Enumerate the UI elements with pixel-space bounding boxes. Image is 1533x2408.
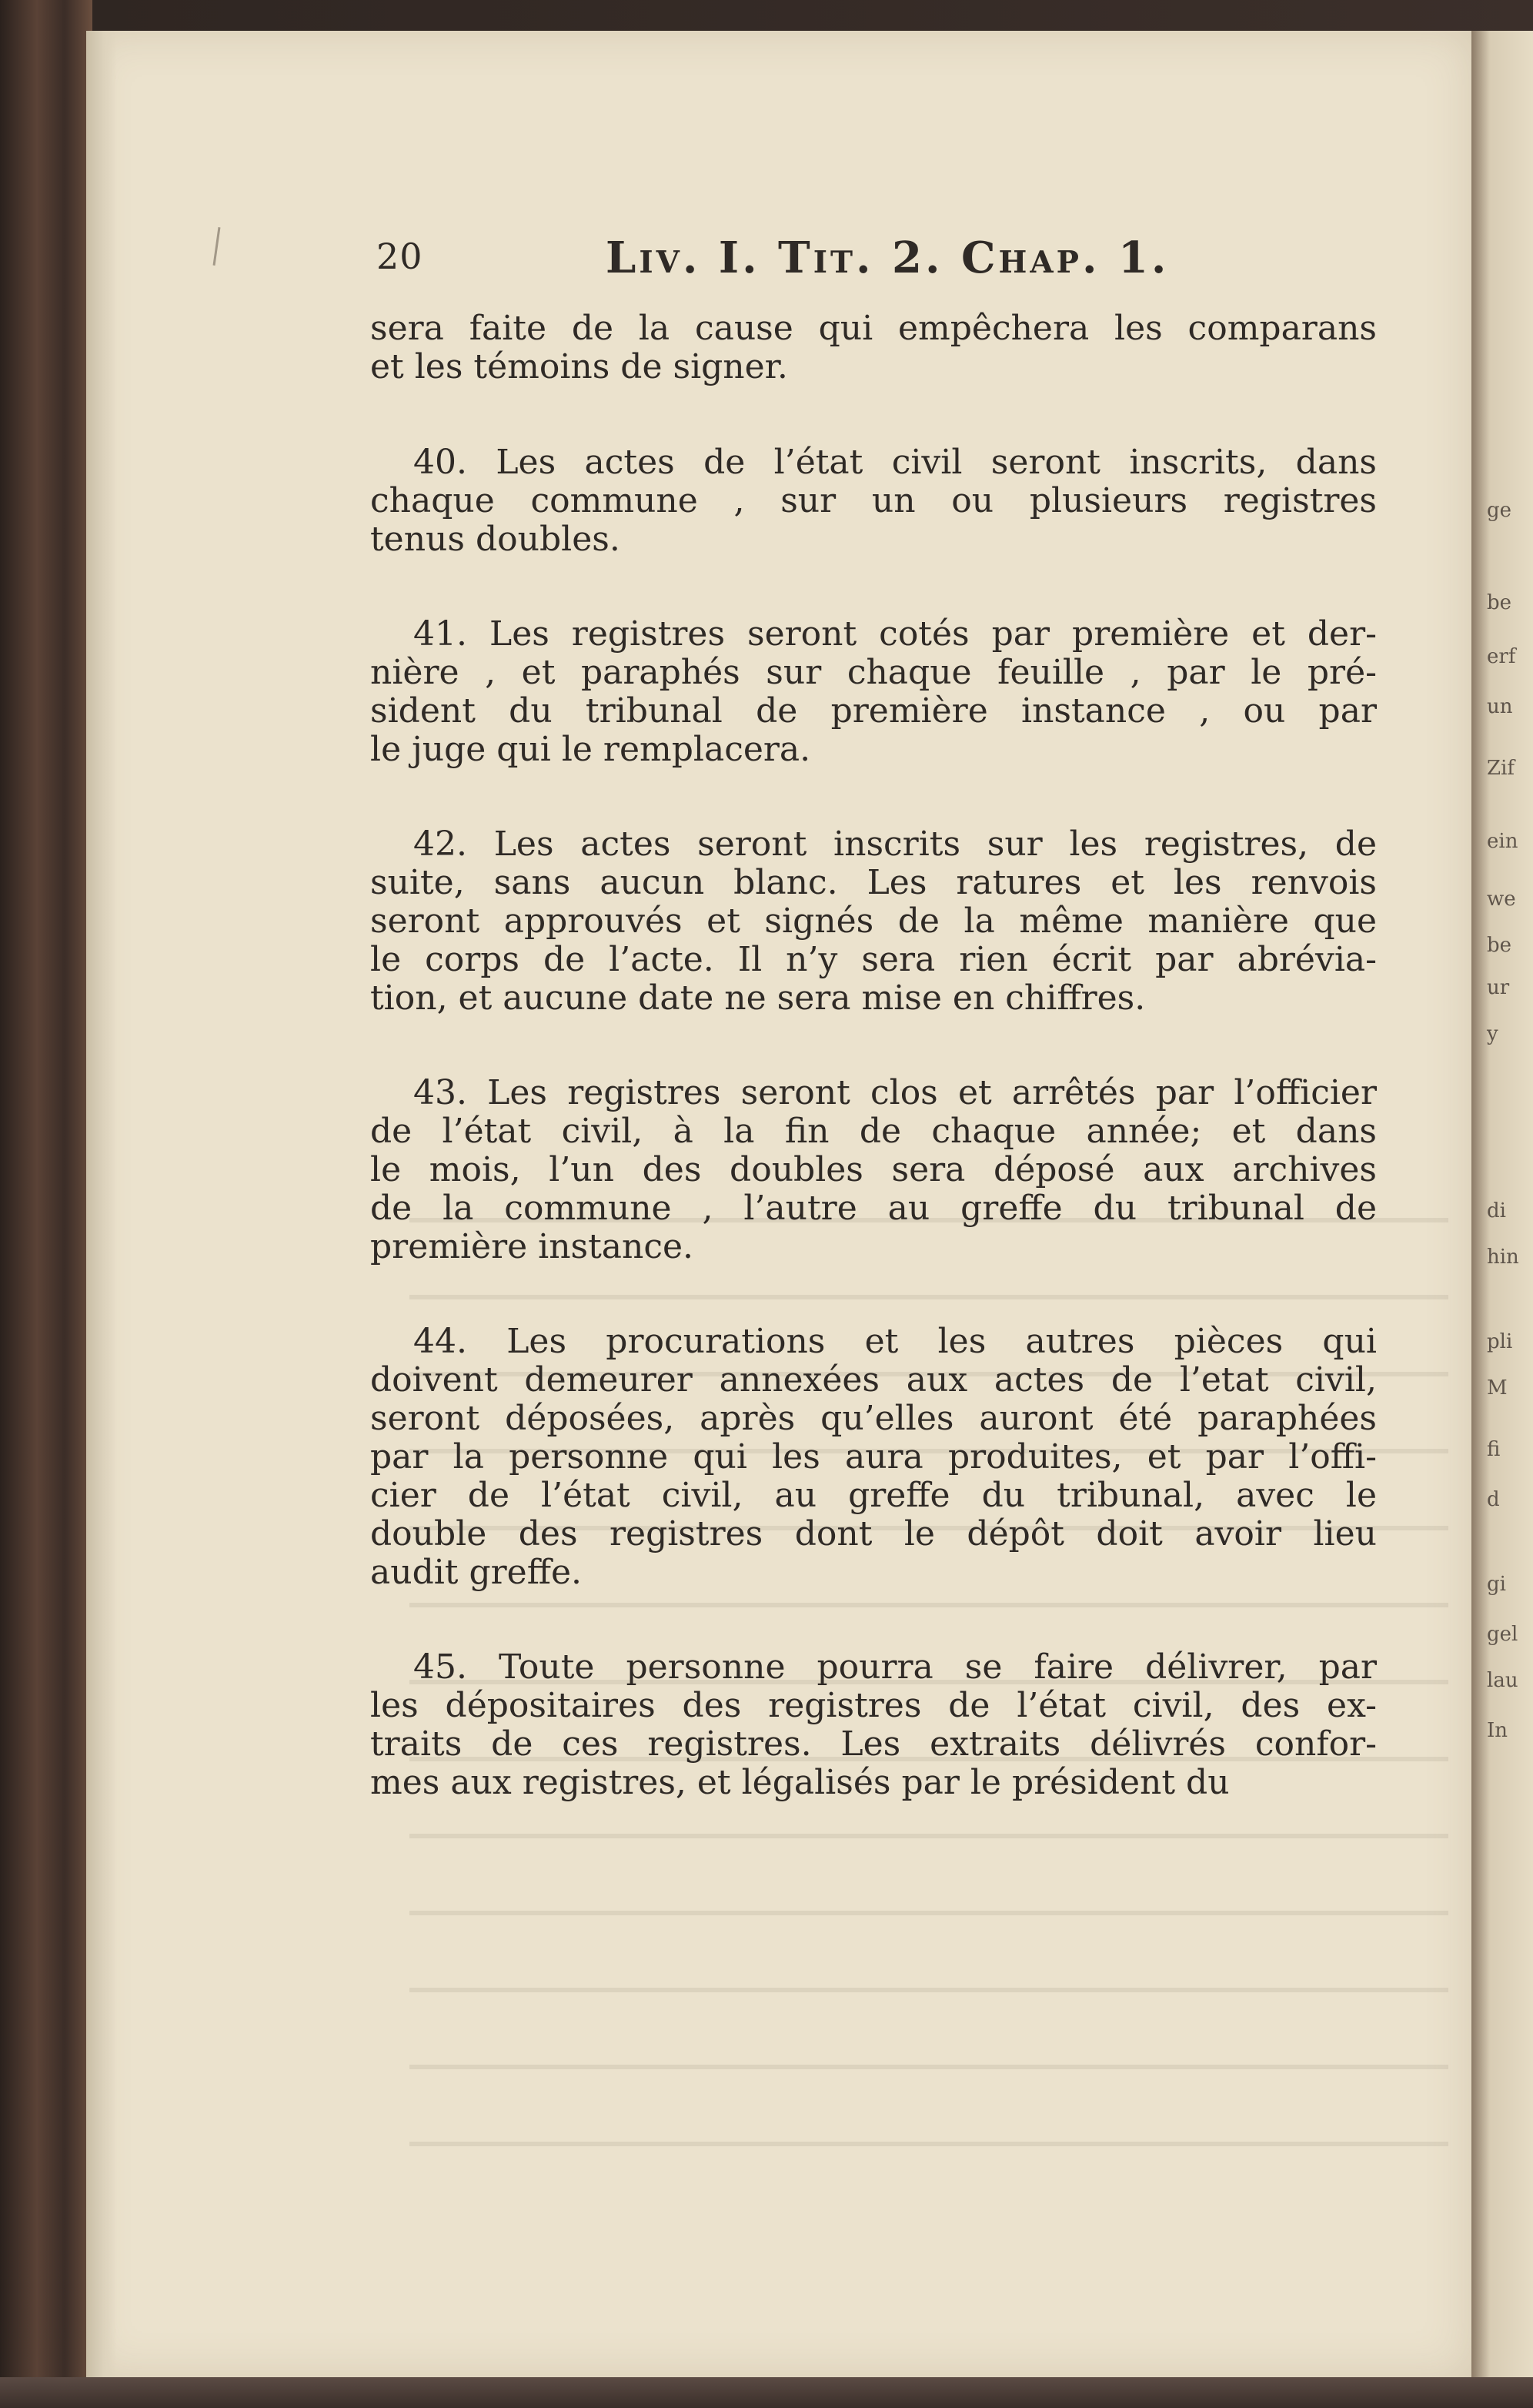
text-line: de la commune , l’autre au greffe du tribunal de [370,1189,1377,1228]
text-line: audit greffe. [370,1553,582,1592]
text-line: le juge qui le remplacera. [370,730,811,769]
text-line: seront déposées, après qu’elles auront été paraphées [370,1399,1377,1438]
text-line: le mois, l’un des doubles sera déposé aux archives [370,1150,1377,1189]
text-line: 41. Les registres seront cotés par première et der- [413,614,1377,654]
book-cover-bottom-edge [0,2377,1533,2408]
adjacent-page-fragment: gel [1487,1623,1518,1646]
text-line: par la personne qui les aura produites, et par l’offi- [370,1437,1377,1477]
page-body-text [370,309,1377,1858]
text-line: traits de ces registres. Les extraits délivrés confor- [370,1724,1377,1764]
adjacent-page-fragment: di [1487,1199,1506,1222]
text-line: les dépositaires des registres de l’état civil, des ex- [370,1686,1377,1725]
adjacent-page-fragment: gi [1487,1573,1506,1596]
text-line: double des registres dont le dépôt doit avoir lieu [370,1514,1377,1553]
text-line: mes aux registres, et légalisés par le président du [370,1763,1230,1802]
text-line: suite, sans aucun blanc. Les ratures et les renvois [370,863,1377,902]
text-line: 43. Les registres seront clos et arrêtés par l’officier [413,1073,1377,1112]
article-paragraph [370,825,1377,1018]
adjacent-page-fragment: Zif [1487,757,1515,780]
article-paragraph [370,1323,1377,1592]
adjacent-page-fragment: In [1487,1719,1508,1742]
adjacent-page-fragment: y [1487,1022,1498,1045]
adjacent-page-fragment: be [1487,934,1512,957]
adjacent-page-fragment: be [1487,591,1512,614]
adjacent-page-fragment: un [1487,695,1513,718]
adjacent-page-fragment: erf [1487,645,1516,668]
text-line: sera faite de la cause qui empêchera les comparans [370,309,1377,348]
adjacent-page-fragment: ge [1487,499,1512,522]
text-line: cier de l’état civil, au greffe du tribunal, avec le [370,1476,1377,1515]
page-number: 20 [376,236,423,277]
adjacent-page-fragment: ein [1487,830,1518,853]
text-line: chaque commune , sur un ou plusieurs registres [370,481,1377,520]
text-line: nière , et paraphés sur chaque feuille , par le pré- [370,653,1377,692]
text-line: 45. Toute personne pourra se faire délivrer, par [413,1647,1377,1687]
continued-paragraph [370,309,1377,386]
text-line: 42. Les actes seront inscrits sur les registres, de [413,824,1377,864]
text-line: première instance. [370,1227,694,1266]
text-line: seront approuvés et signés de la même manière que [370,901,1377,941]
adjacent-page-fragment: hin [1487,1246,1519,1269]
text-line: sident du tribunal de première instance , ou par [370,691,1377,731]
text-line: tion, et aucune date ne sera mise en chiffres. [370,978,1146,1018]
adjacent-page-fragment: pli [1487,1330,1513,1353]
article-paragraph [370,615,1377,769]
text-line: et les témoins de signer. [370,347,788,386]
text-line: tenus doubles. [370,520,620,559]
text-line: 40. Les actes de l’état civil seront inscrits, dans [413,443,1377,482]
adjacent-page-fragment: M [1487,1376,1508,1400]
text-line: 44. Les procurations et les autres pièces qui [413,1322,1377,1361]
running-head-title: Liv. I. Tit. 2. Chap. 1. [606,232,1170,283]
adjacent-page-fragment: lau [1487,1669,1518,1692]
book-cover-left-edge [0,0,92,2408]
article-paragraph [370,443,1377,559]
page-gutter-shadow [86,31,117,2377]
adjacent-page-fragment: d [1487,1488,1500,1511]
text-line: doivent demeurer annexées aux actes de l’etat civil, [370,1360,1377,1400]
text-line: le corps de l’acte. Il n’y sera rien écrit par abrévia- [370,940,1377,979]
text-line: de l’état civil, à la fin de chaque année; et dans [370,1112,1377,1151]
article-paragraph [370,1074,1377,1266]
article-paragraph [370,1648,1377,1802]
adjacent-page-fragment: ur [1487,976,1510,999]
running-head [376,232,1377,283]
adjacent-page-edge [1471,31,1533,2377]
adjacent-page-fragment: we [1487,888,1516,911]
adjacent-page-fragment: fi [1487,1438,1501,1461]
